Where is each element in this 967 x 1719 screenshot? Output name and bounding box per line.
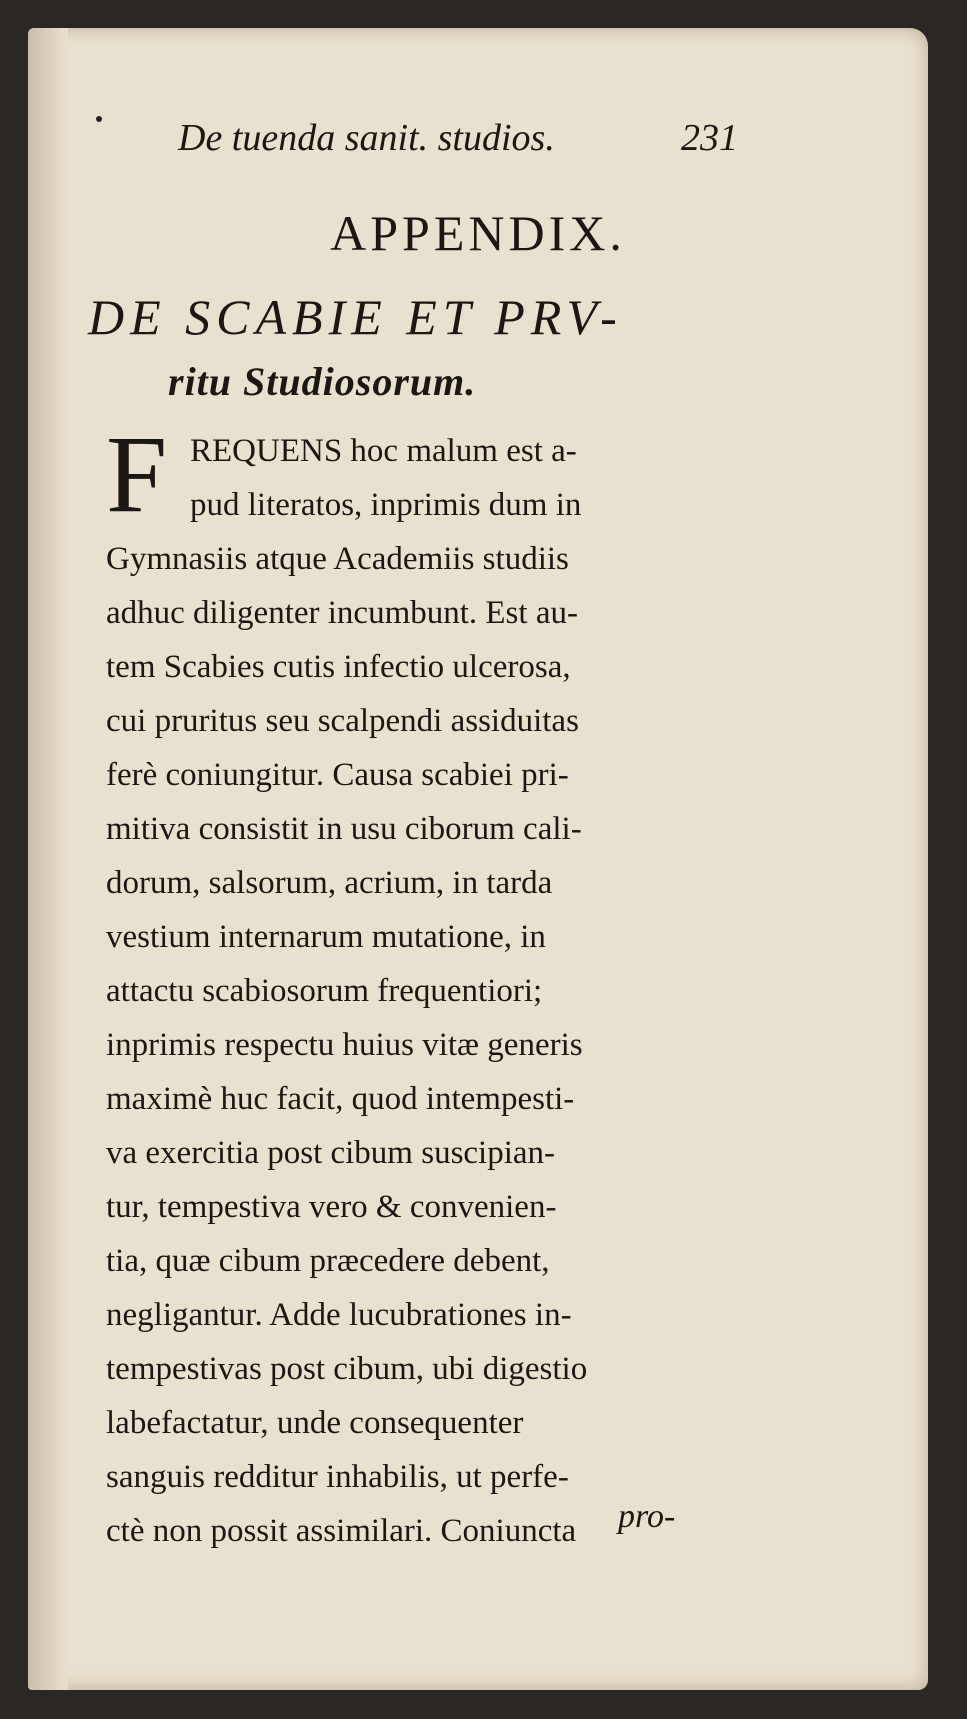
text-line: maximè huc facit, quod intempesti- (106, 1081, 575, 1117)
text-line: Gymnasiis atque Academiis studiis (106, 541, 569, 577)
text-line: tem Scabies cutis infectio ulcerosa, (106, 649, 571, 685)
text-line: dorum, salsorum, acrium, in tarda (106, 865, 553, 901)
text-line: sanguis redditur inhabilis, ut perfe- (106, 1459, 569, 1495)
book-page (28, 28, 928, 1690)
text-line: REQUENS hoc malum est a- (190, 433, 577, 469)
text-line: vestium internarum mutatione, in (106, 919, 546, 955)
text-line: mitiva consistit in usu ciborum cali- (106, 811, 582, 847)
catchword: pro- (618, 1498, 676, 1535)
body-text (106, 413, 716, 1558)
text-line: ctè non possit assimilari. Coniuncta (106, 1513, 577, 1549)
text-line: pud literatos, inprimis dum in (190, 487, 582, 523)
drop-cap: F (106, 413, 168, 535)
subtitle-line-1: DE SCABIE ET PRV- (88, 289, 623, 345)
text-line: va exercitia post cibum suscipian- (106, 1135, 556, 1171)
text-line: tur, tempestiva vero & convenien- (106, 1189, 557, 1225)
page-number: 231 (681, 117, 738, 159)
text-line: tia, quæ cibum præcedere debent, (106, 1243, 550, 1279)
text-line: attactu scabiosorum frequentiori; (106, 973, 543, 1009)
running-head: De tuenda sanit. studios. (178, 117, 555, 159)
text-line: adhuc diligenter incumbunt. Est au- (106, 595, 578, 631)
text-line: tempestivas post cibum, ubi digestio (106, 1351, 588, 1387)
text-line: negligantur. Adde lucubrationes in- (106, 1297, 572, 1333)
section-title: APPENDIX. (330, 205, 626, 261)
text-line: ferè coniungitur. Causa scabiei pri- (106, 757, 569, 793)
text-line: cui pruritus seu scalpendi assiduitas (106, 703, 579, 739)
ink-speck (96, 116, 102, 122)
page-gutter (28, 28, 68, 1690)
subtitle-line-2: ritu Studiosorum. (168, 359, 477, 404)
text-line: inprimis respectu huius vitæ generis (106, 1027, 583, 1063)
text-line: labefactatur, unde consequenter (106, 1405, 524, 1441)
